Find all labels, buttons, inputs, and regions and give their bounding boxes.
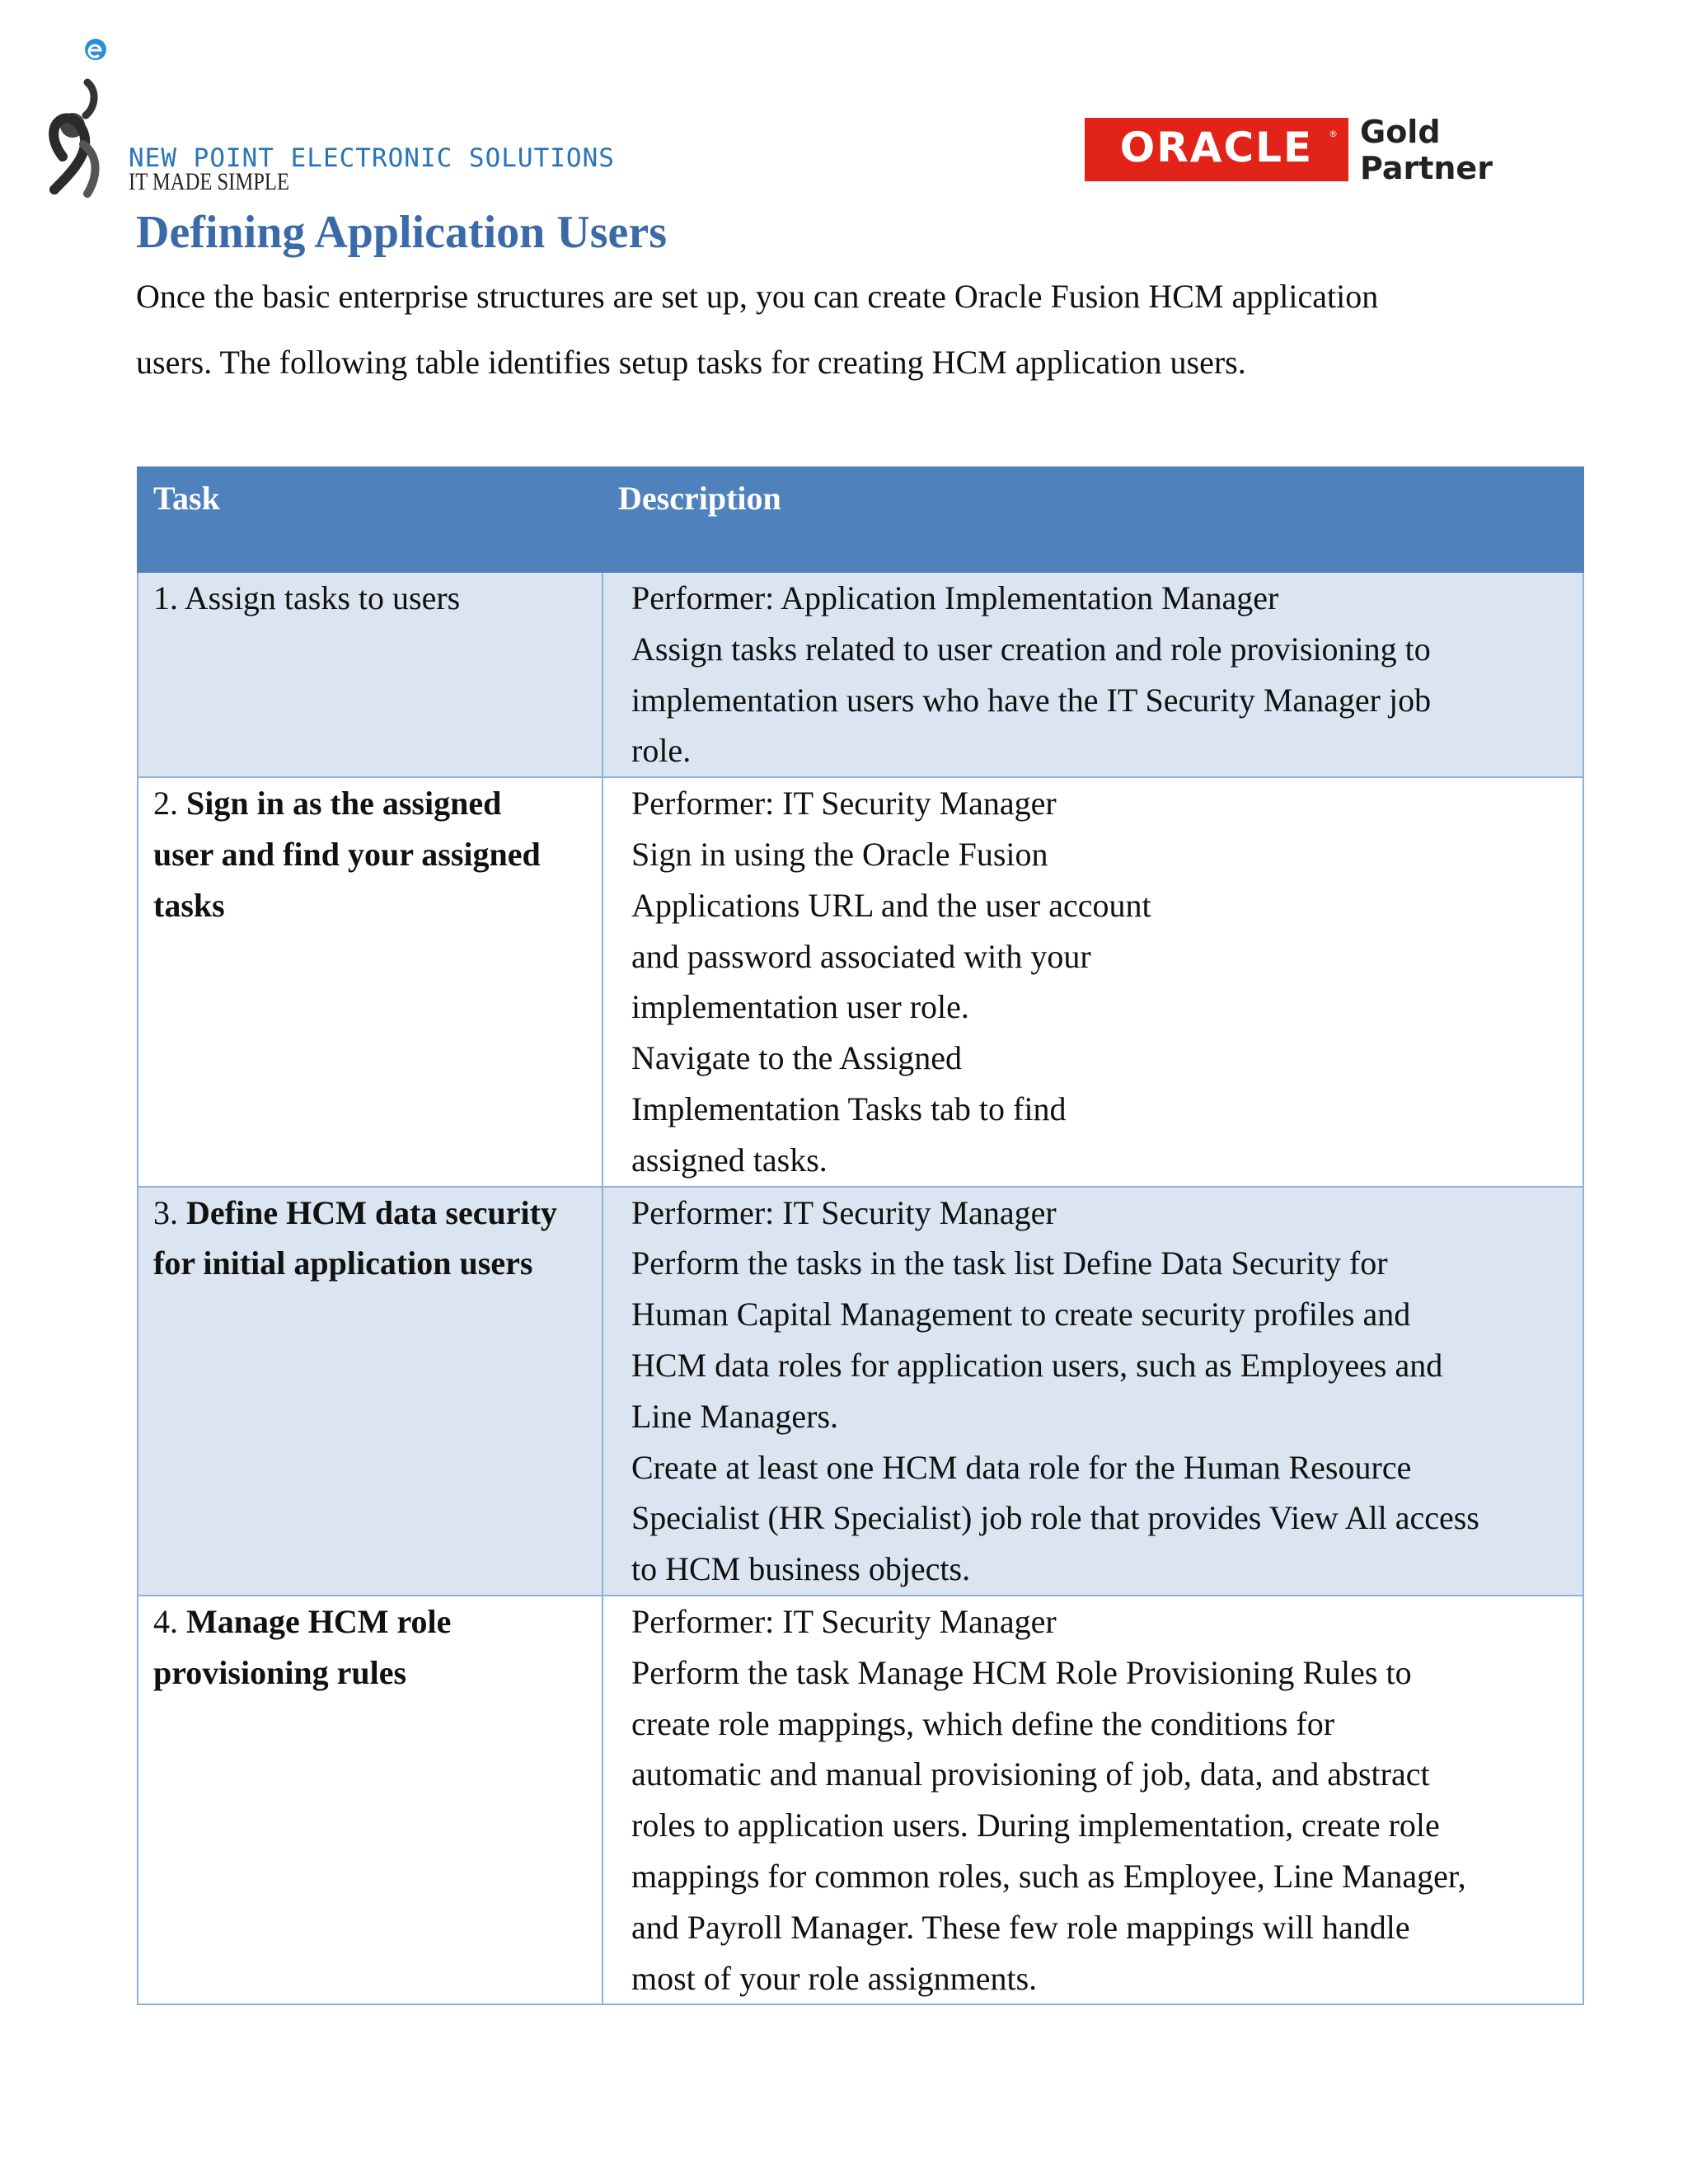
description-line: Sign in using the Oracle Fusion [631,835,1048,873]
description-line: implementation user role. [631,988,969,1026]
task-name: provisioning rules [153,1653,407,1691]
description-line: role. [631,732,692,770]
description-line: Create at least one HCM data role for the Human Resource [631,1448,1412,1486]
setup-tasks-table [137,466,1584,2005]
oracle-partner-logo [1085,114,1493,196]
description-line: Perform the task Manage HCM Role Provisioning Rules to [631,1653,1412,1691]
description-line: assigned tasks. [631,1141,828,1179]
description-line: Applications URL and the user account [631,886,1151,924]
description-line: implementation users who have the IT Security Manager job [631,681,1432,719]
task-name: Manage HCM role [186,1602,452,1640]
description-line: most of your role assignments. [631,1959,1038,1997]
description-cell [603,1187,1583,1596]
table-row [138,1187,1583,1596]
task-number: 2. [153,785,186,823]
description-cell [603,777,1583,1186]
company-tagline: IT MADE SIMPLE [129,168,289,195]
partner-level-line2: Partner [1360,150,1493,186]
task-cell [138,777,603,1186]
task-cell [138,1596,603,2004]
registered-mark-icon: ® [1329,129,1338,139]
description-cell [603,572,1583,777]
intro-line: users. The following table identifies setup tasks for creating HCM application users. [136,344,1246,381]
description-line: mappings for common roles, such as Employee, Line Manager, [631,1857,1466,1895]
description-line: Assign tasks related to user creation and role provisioning to [631,630,1431,668]
description-line: automatic and manual provisioning of job, data, and abstract [631,1755,1430,1793]
task-name: for initial application users [153,1244,533,1282]
description-line: Specialist (HR Specialist) job role that provides View All access [631,1499,1479,1537]
intro-line: Once the basic enterprise structures are set up, you can create Oracle Fusion HCM application [136,278,1379,315]
description-line: to HCM business objects. [631,1550,971,1588]
task-number: 3. [153,1193,186,1231]
description-line: Implementation Tasks tab to find [631,1090,1067,1127]
description-line: Perform the tasks in the task list Define Data Security for [631,1244,1388,1282]
description-line: Performer: IT Security Manager [631,1602,1057,1640]
dancer-emblem-icon [38,33,112,198]
task-name: Sign in as the assigned [186,785,502,823]
description-line: roles to application users. During implementation, create role [631,1807,1440,1844]
oracle-wordmark: ORACLE [1119,124,1314,171]
description-line: create role mappings, which define the conditions for [631,1704,1335,1742]
table-header-row [138,467,1583,572]
task-label: 1. Assign tasks to users [153,579,461,616]
description-line: Human Capital Management to create security profiles and [631,1296,1411,1333]
description-line: Navigate to the Assigned [631,1039,963,1077]
description-line: Performer: IT Security Manager [631,1193,1057,1231]
task-name: tasks [153,886,225,924]
task-name: user and find your assigned [153,835,541,873]
task-name: Define HCM data security [186,1193,557,1231]
table-row [138,777,1583,1186]
company-name: NEW POINT ELECTRONIC SOLUTIONS [129,143,615,173]
description-line: and Payroll Manager. These few role mappings will handle [631,1908,1410,1946]
description-cell [603,1596,1583,2004]
description-line: Performer: Application Implementation Manager [631,579,1279,616]
description-line: Line Managers. [631,1397,839,1435]
description-line: and password associated with your [631,937,1091,975]
task-cell [138,1187,603,1596]
table-row [138,572,1583,777]
intro-paragraph [136,264,1554,396]
description-line: HCM data roles for application users, such as Employees and [631,1346,1443,1384]
description-line: Performer: IT Security Manager [631,785,1057,823]
column-header-task: Task [138,467,603,572]
page-title: Defining Application Users [136,207,668,258]
partner-level-line1: Gold [1360,114,1441,150]
company-logo [38,33,615,198]
column-header-description: Description [603,467,1583,572]
task-number: 4. [153,1602,186,1640]
table-row [138,1596,1583,2004]
task-cell [138,572,603,777]
